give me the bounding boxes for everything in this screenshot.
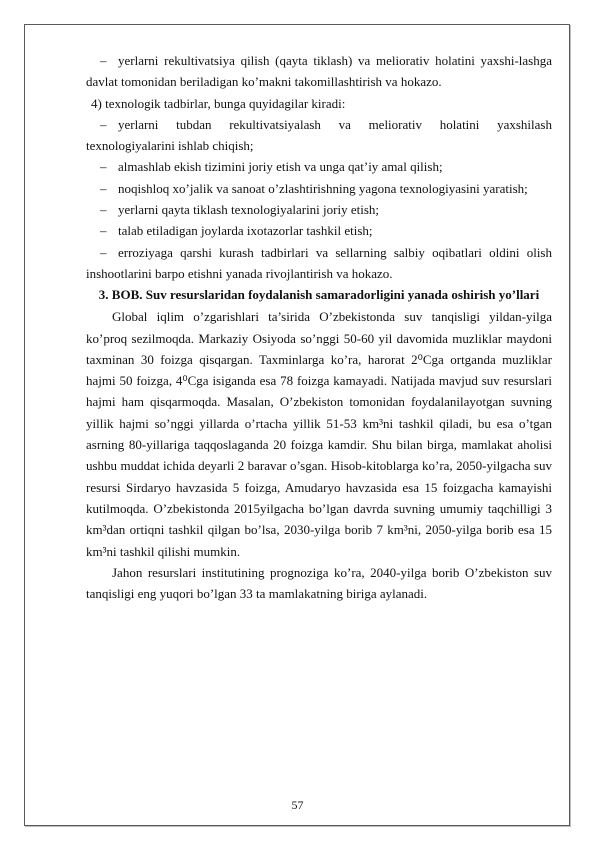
bullet-item: ‒ noqishloq xo’jalik va sanoat o’zlashtirishning yagona texnologiyasini yaratish; [86,178,552,199]
bullet-item: ‒ erroziyaga qarshi kurash tadbirlari va sellarning salbiy oqibatlari oldini olish inshootlarini barpo etishni yanada rivojlantirish va hokazo. [86,242,552,285]
bullet-item: ‒ yerlarni tubdan rekultivatsiyalash va meliorativ holatini yaxshilash texnologiyalarini ishlab chiqish; [86,114,552,157]
numbered-item-4: 4) texnologik tadbirlar, bunga quyidagilar kiradi: [91,95,346,111]
bullet-item: ‒ yerlarni qayta tiklash texnologiyalarini joriy etish; [86,199,552,220]
body-paragraph: Jahon resurslari institutining prognoziga ko’ra, 2040-yilga borib O’zbekiston suv tanqisligi eng yuqori bo’lgan 33 ta mamlakatning biriga aylanadi. [86,564,552,602]
bullet-item: ‒ yerlarni rekultivatsiya qilish (qayta tiklash) va meliorativ holatini yaxshi-lashga davlat tomonidan beriladigan ko’makni takomillashtirish va hokazo. [86,50,552,93]
page-number: 57 [291,798,304,812]
body-paragraph: Global iqlim o’zgarishlari ta’sirida O’zbekistonda suv tanqisligi yildan-yilga ko’proq sezilmoqda. Markaziy Osiyoda so’nggi 50-60 yil davomida muzliklar maydoni taxminan 30 foizga qisqargan. Taxminlarga ko’ra, harorat 2⁰Cga ortganda muzliklar hajmi 50 foizga, 4⁰Cga isiganda esa 78 foizga kamayadi. Natijada mavjud suv resurslari hajmi ham qisqarmoqda. Masalan, O’zbekiston tomonidan foydalanilayotgan suvning yillik hajmi so’nggi yillarda o’rtacha yillik 51-53 km³ni tashkil qiladi, bu esa o’tgan asrning 80-yillariga taqqoslaganda 20 foizga kamdir. Shu bilan birga, mamlakat aholisi ushbu muddat ichida deyarli 2 baravar o’sgan. Hisob-kitoblarga ko’ra, 2050-yilgacha suv resursi Sirdaryo havzasida 5 foizga, Amudaryo havzasida esa 15 foizgacha kamayishi kutilmoqda. O’zbekistonda 2015yilgacha bo’lgan davrda suvning umumiy taqchilligi 3 km³dan ortiqni tashkil qilgan bo’lsa, 2030-yilga borib 7 km³ni, 2050-yilga borib esa 15 km³ni tashkil qilishi mumkin. [86,309,552,559]
bullet-item: ‒ talab etiladigan joylarda ixotazorlar tashkil etish; [86,220,552,241]
document-body [86,50,552,604]
bullet-item: ‒ almashlab ekish tizimini joriy etish va unga qat’iy amal qilish; [86,156,552,177]
chapter-heading: 3. BOB. Suv resurslaridan foydalanish samaradorligini yanada oshirish yo’llari [98,287,540,303]
